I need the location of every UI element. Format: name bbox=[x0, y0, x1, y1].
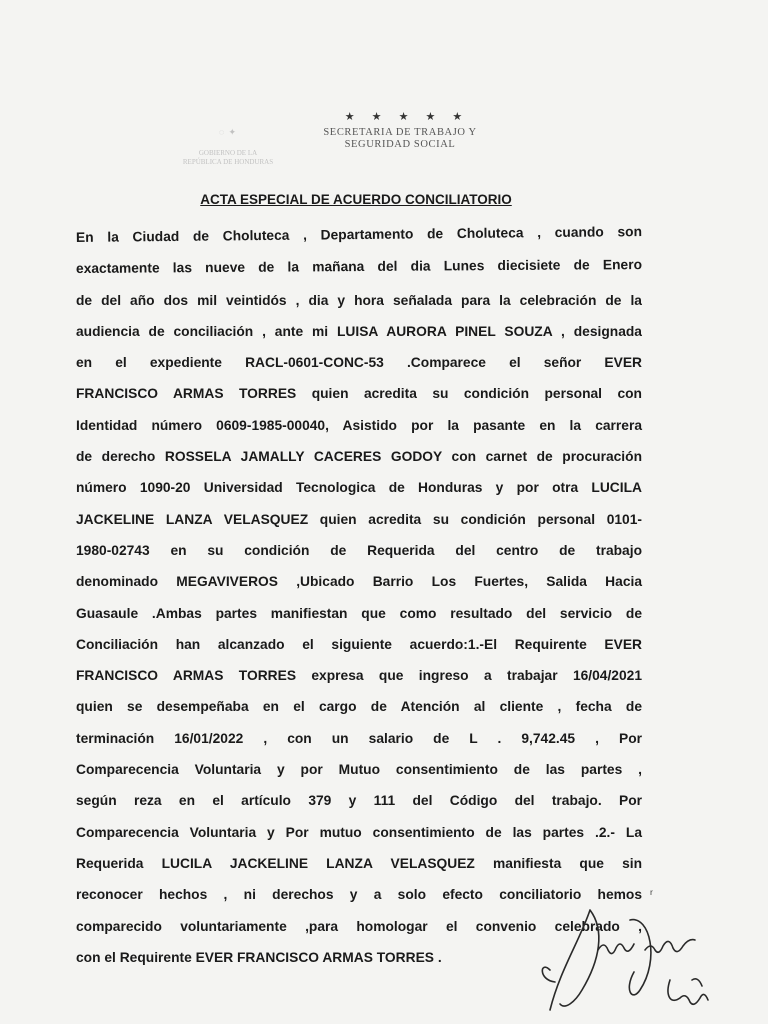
body-line: Requerida LUCILA JACKELINE LANZA VELASQUEZ manifiesta que sin bbox=[76, 855, 642, 871]
body-line: JACKELINE LANZA VELASQUEZ quien acredita su condición personal 0101- bbox=[76, 511, 642, 527]
secretaria-line-2: SEGURIDAD SOCIAL bbox=[344, 139, 456, 150]
body-line: según reza en el artículo 379 y 111 del Código del trabajo. Por bbox=[76, 793, 642, 809]
body-line: con el Requirente EVER FRANCISCO ARMAS TORRES . bbox=[76, 949, 442, 965]
body-line: en el expediente RACL-0601-CONC-53 .Comparece el señor EVER bbox=[76, 355, 642, 371]
body-line: Conciliación han alcanzado el siguiente acuerdo:1.-El Requirente EVER bbox=[76, 636, 642, 652]
gobierno-logo bbox=[178, 128, 278, 178]
ink-mark: ʳ bbox=[650, 887, 653, 901]
gobierno-line-2: REPÚBLICA DE HONDURAS bbox=[182, 158, 274, 166]
body-line: número 1090-20 Universidad Tecnologica de Honduras y por otra LUCILA bbox=[76, 480, 642, 496]
secretaria-header bbox=[300, 110, 500, 151]
body-line: de derecho ROSSELA JAMALLY CACERES GODOY con carnet de procuración bbox=[76, 449, 642, 465]
body-line: FRANCISCO ARMAS TORRES quien acredita su condición personal con bbox=[76, 386, 642, 402]
body-line: Comparecencia Voluntaria y Por mutuo consentimiento de las partes .2.- La bbox=[76, 824, 642, 840]
body-line: Guasaule .Ambas partes manifiestan que como resultado del servicio de bbox=[76, 605, 642, 621]
body-line: reconocer hechos , ni derechos y a solo efecto conciliatorio hemos bbox=[76, 887, 642, 903]
document-title: ACTA ESPECIAL DE ACUERDO CONCILIATORIO bbox=[200, 192, 512, 207]
body-line: denominado MEGAVIVEROS ,Ubicado Barrio Los Fuertes, Salida Hacia bbox=[76, 574, 642, 590]
document-body bbox=[76, 222, 642, 973]
body-line: terminación 16/01/2022 , con un salario de L . 9,742.45 , Por bbox=[76, 730, 642, 746]
body-line: quien se desempeñaba en el cargo de Atención al cliente , fecha de bbox=[76, 699, 642, 715]
body-line: Identidad número 0609-1985-00040, Asistido por la pasante en la carrera bbox=[76, 417, 642, 433]
body-line: de del año dos mil veintidós , dia y hora señalada para la celebración de la bbox=[76, 292, 642, 308]
seal-icon: ◌ ✦ bbox=[218, 127, 238, 137]
gobierno-line-1: GOBIERNO DE LA bbox=[198, 149, 258, 157]
stars-icon: ★ ★ ★ ★ ★ bbox=[344, 111, 470, 123]
body-line: 1980-02743 en su condición de Requerida del centro de trabajo bbox=[76, 542, 642, 558]
body-line: audiencia de conciliación , ante mi LUISA AURORA PINEL SOUZA , designada bbox=[76, 323, 642, 339]
body-line: En la Ciudad de Choluteca , Departamento de Choluteca , cuando son bbox=[75, 224, 643, 245]
body-line: exactamente las nueve de la mañana del dia Lunes diecisiete de Enero bbox=[75, 257, 643, 277]
handwritten-signature bbox=[520, 900, 740, 1020]
secretaria-line-1: SECRETARIA DE TRABAJO Y bbox=[323, 127, 477, 138]
body-line: comparecido voluntariamente ,para homologar el convenio celebrado , bbox=[76, 918, 642, 934]
body-line: FRANCISCO ARMAS TORRES expresa que ingreso a trabajar 16/04/2021 bbox=[76, 668, 642, 684]
body-line: Comparecencia Voluntaria y por Mutuo consentimiento de las partes , bbox=[76, 762, 642, 778]
